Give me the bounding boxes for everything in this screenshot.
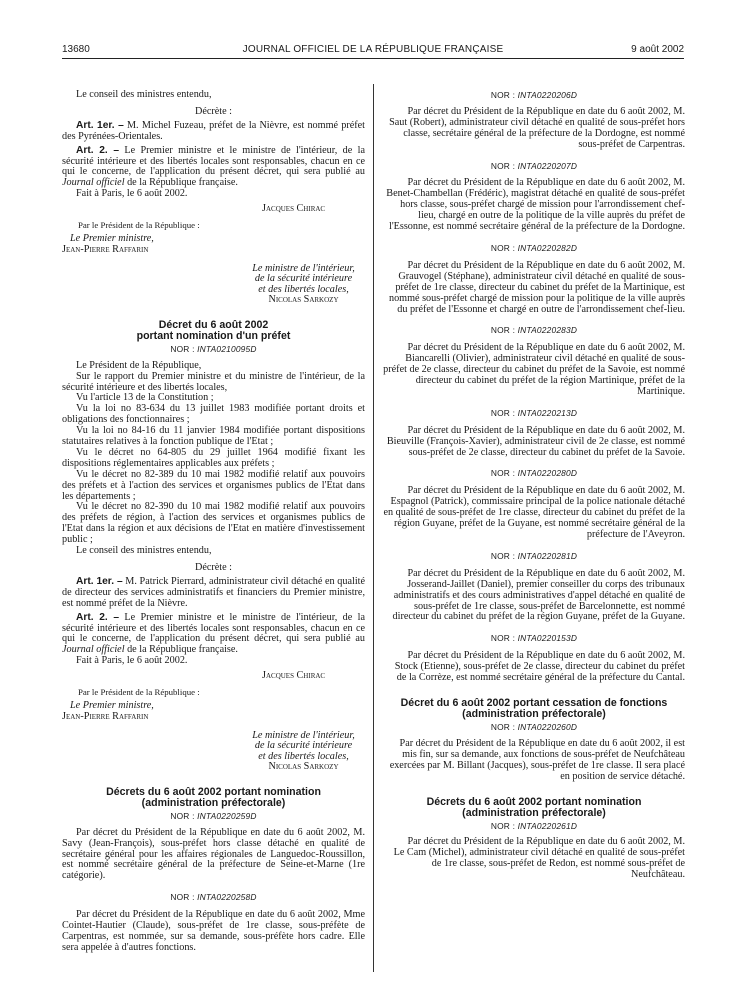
nor-code: INTA0220281D [517,550,578,561]
nor-reference [383,161,685,172]
decree-title [62,320,365,343]
minister-signature [242,731,365,773]
minister-signature [242,264,365,306]
fait-a-paris: Fait à Paris, le 6 août 2002. [76,655,188,667]
nor-prefix: NOR : [490,90,516,100]
nor-code: INTA0220206D [517,90,578,100]
nor-reference [62,344,365,355]
decree-paragraph: Par décret du Président de la République en date du 6 août 2002, M. Benet-Chambellan (Frédéric), magistrat détaché en qualité de sous-préfet hors classe, sous-préfet chargé de mission pour l'arrondissement chef-lieu, chargé en outre de la politique de la ville auprès du préfet de l'Essonne, est nommé secrétaire général de la préfecture de la Dordogne. [386,177,685,233]
article-text: Le Premier ministre et le ministre de l'intérieur, de la sécurité intérieure et des libertés locales sont responsables, chacun en ce qui le concerne, de l'application du présent décret, qui sera publié au [62,611,366,645]
nor-prefix: NOR : [490,407,516,418]
nor-reference [383,722,685,733]
decree-paragraph: Par décret du Président de la République en date du 6 août 2002, Mme Cointet-Hautier (Claude), sous-préfet de 1re classe, sous-préfète de Carpentras, est nommée, sur sa demande, sous-préfète hors cadre. Elle sera appelée à d'autres fonctions. [62,909,365,953]
decree-paragraph: Par décret du Président de la République en date du 6 août 2002, M. Grauvogel (Stéphane), administrateur civil détaché en qualité de sous-préfet de 1re classe, directeur du cabinet du préfet de la Martinique, est nommé sous-préfet chargé de mission pour la politique de la ville auprès du préfet de l'Essonne et chargé en outre de l'arrondissement chef-lieu. [388,259,685,315]
visa-line: Vu la loi no 83-634 du 13 juillet 1983 modifiée portant droits et obligations des fonctionnaires ; [62,403,365,426]
article-text-end: de la République française. [127,177,238,189]
journal-officiel-ref: Journal officiel [62,177,125,189]
page-header [62,44,684,59]
nor-code: INTA0210095D [197,343,257,354]
nor-prefix: NOR : [170,343,195,354]
decree-paragraph: Par décret du Président de la République en date du 6 août 2002, il est mis fin, sur sa demande, aux fonctions de sous-préfet de Neufchâteau exercées par M. Billant (Jacques), sous-préfet de 1re classe. Il sera placé en position de service détaché. [389,737,685,782]
nor-prefix: NOR : [490,468,516,479]
journal-title: JOURNAL OFFICIEL DE LA RÉPUBLIQUE FRANÇAISE [242,44,504,55]
nor-prefix: NOR : [490,242,516,253]
right-column [383,90,685,881]
issue-date: 9 août 2002 [631,44,684,55]
signer-president: Jacques Chirac [262,670,326,682]
decree-paragraph: Par décret du Président de la République en date du 6 août 2002, M. Le Cam (Michel), administrateur civil détaché en qualité de sous-préfet de 1re classe, sous-préfet de Redon, est nommé sous-préfet de Neufchâteau. [393,836,685,881]
nor-prefix: NOR : [490,633,516,644]
nor-prefix: NOR : [170,810,195,821]
article-text: Le Premier ministre et le ministre de l'intérieur, de la sécurité intérieure et des libertés locales sont responsables, chacun en ce qui le concerne, de l'application du présent décret, qui sera publié au [62,144,366,178]
visa-line: Le conseil des ministres entendu, [76,545,212,557]
nor-prefix: NOR : [490,550,516,561]
column-divider [373,84,374,972]
premier-ministre-label: Le Premier ministre, [70,699,154,711]
fait-a-paris: Fait à Paris, le 6 août 2002. [76,188,188,200]
conseil-entendu: Le conseil des ministres entendu, [76,89,212,100]
decree-paragraph: Par décret du Président de la République en date du 6 août 2002, M. Josserand-Jaillet (Daniel), premier conseiller du corps des tribunaux administratifs et des cours administratives d'appel détaché en qualité de sous-préfet de 1re classe, sous-préfet de Barcelonnette, est nommé directeur du cabinet du préfet de la région Guyane, préfet de la Guyane. [392,567,685,623]
article-text: M. Patrick Pierrard, administrateur civil détaché en qualité de directeur des services administratifs et financiers du Premier ministre, est nommé préfet de la Nièvre. [62,575,366,609]
nor-code: INTA0220282D [517,242,578,253]
decree-title-line: Décrets du 6 août 2002 portant nomination [106,785,321,798]
nor-prefix: NOR : [490,721,516,732]
nor-prefix: NOR : [490,325,516,336]
decrete-heading: Décrète : [194,562,233,573]
journal-officiel-ref: Journal officiel [62,644,125,656]
minister-title-line: de la sécurité intérieure [254,273,353,285]
decree-title [383,698,685,721]
decree-paragraph: Par décret du Président de la République en date du 6 août 2002, M. Bieuville (François-Xavier), administrateur civil de 2e classe, est nommé sous-préfet de 2e classe, directeur du cabinet du préfet de la Savoie. [386,424,685,458]
decree-title-line: Décret du 6 août 2002 [158,318,269,331]
nor-reference [383,408,685,419]
minister-title-line: Le ministre de l'intérieur, [252,262,355,274]
minister-title-line: Le ministre de l'intérieur, [252,729,355,741]
visa-line: Vu le décret no 82-390 du 10 mai 1982 modifié relatif aux pouvoirs des préfets de région, à l'action des services et organismes publics de l'Etat dans la région et aux décisions de l'Etat en matière d'investissement public ; [62,501,365,546]
premier-ministre-label: Le Premier ministre, [70,232,154,244]
nor-code: INTA0220258D [197,892,257,903]
visa-line: Vu le décret no 82-389 du 10 mai 1982 modifié relatif aux pouvoirs des préfets et à l'action des services et organismes publics de l'Etat dans les départements ; [62,468,365,502]
article-2 [62,613,365,657]
decree-title [383,797,685,820]
minister-title-line: et des libertés locales, [258,750,349,762]
nor-reference [383,243,685,254]
article-text: M. Michel Fuzeau, préfet de la Nièvre, est nommé préfet des Pyrénées-Orientales. [62,119,365,142]
nor-reference [62,811,365,822]
decree-title-line: (administration préfectorale) [462,708,606,721]
article-2 [62,146,365,190]
left-column [62,90,365,954]
nor-code: INTA0220213D [517,407,578,418]
nor-prefix: NOR : [490,160,516,171]
nor-code: INTA0220260D [517,721,578,732]
nor-code: INTA0220207D [517,160,578,171]
nor-reference [383,90,685,101]
decree-paragraph: Par décret du Président de la République en date du 6 août 2002, M. Stock (Etienne), sous-préfet de 2e classe, directeur du cabinet du préfet de la Corrèze, est nommé secrétaire général de la préfecture du Cantal. [394,650,685,684]
article-label: Art. 1er. – [76,575,123,587]
article-text-end: de la République française. [127,644,238,656]
minister-title-line: et des libertés locales, [258,283,349,295]
nor-code: INTA0220283D [517,325,578,336]
nor-reference [383,821,685,832]
article-1 [62,577,365,610]
visa-line: Le Président de la République, [76,359,202,371]
nor-prefix: NOR : [170,892,195,903]
decree-title-line: Décrets du 6 août 2002 portant nomination [426,795,642,808]
par-le-president: Par le Président de la République : [78,687,200,698]
article-1 [62,121,365,143]
decree-title-line: Décret du 6 août 2002 portant cessation de fonctions [400,696,668,709]
nor-code: INTA0220259D [197,810,257,821]
nor-reference [383,551,685,562]
article-label: Art. 2. – [76,611,119,623]
premier-ministre-name: Jean-Pierre Raffarin [62,243,149,255]
decree-paragraph: Par décret du Président de la République en date du 6 août 2002, M. Saut (Robert), administrateur civil détaché en qualité de sous-préfet hors classe, secrétaire général de la préfecture de la Dordogne, est nommé sous-préfet de Carpentras. [389,105,685,150]
signer-president: Jacques Chirac [262,203,326,215]
premier-ministre-name: Jean-Pierre Raffarin [62,710,149,722]
decree-paragraph: Par décret du Président de la République en date du 6 août 2002, M. Espagnol (Patrick), commissaire principal de la police nationale détaché en qualité de sous-préfet de 1re classe, directeur du cabinet du préfet de la région Guyane, préfet de la Guyane, est nommé secrétaire général de la préfecture de l'Aveyron. [383,485,685,540]
decree-title-line: portant nomination d'un préfet [136,330,291,343]
nor-reference [62,892,365,903]
decree-paragraph: Par décret du Président de la République en date du 6 août 2002, M. Biancarelli (Olivier), administrateur civil détaché en qualité de sous-préfet de 2e classe, directeur du cabinet du préfet de la Savoie, est nommé directeur du cabinet du préfet de la région Martinique, préfet de la Martinique. [383,342,685,397]
article-label: Art. 2. – [76,144,119,156]
nor-code: INTA0220280D [517,468,578,479]
decree-title [62,787,365,810]
nor-reference [383,468,685,479]
nor-code: INTA0220153D [517,633,578,644]
minister-name: Nicolas Sarkozy [268,294,339,306]
minister-title-line: de la sécurité intérieure [254,740,353,752]
visa-line: Vu la loi no 84-16 du 11 janvier 1984 modifiée portant dispositions statutaires relatives à la fonction publique de l'Etat ; [62,425,365,448]
decree-title-line: (administration préfectorale) [141,797,286,810]
nor-prefix: NOR : [490,820,516,831]
visa-line: Vu l'article 13 de la Constitution ; [76,392,214,404]
minister-name: Nicolas Sarkozy [268,761,339,773]
visa-line: Sur le rapport du Premier ministre et du ministre de l'intérieur, de la sécurité intérieure et des libertés locales, [62,370,365,393]
visa-line: Vu le décret no 64-805 du 29 juillet 1964 modifié fixant les dispositions réglementaires applicables aux préfets ; [62,446,365,469]
par-le-president: Par le Président de la République : [78,220,200,231]
article-label: Art. 1er. – [76,119,124,131]
nor-reference [383,325,685,336]
page-number: 13680 [62,44,90,55]
decrete-heading: Décrète : [194,105,233,117]
nor-code: INTA0220261D [517,820,578,831]
nor-reference [383,633,685,644]
decree-title-line: (administration préfectorale) [462,807,606,819]
decree-paragraph: Par décret du Président de la République en date du 6 août 2002, M. Savy (Jean-François), sous-préfet hors classe détaché en qualité de secrétaire général pour les affaires régionales de Languedoc-Roussillon, est nommé secrétaire général de la préfecture de Seine-et-Marne (1re catégorie). [62,826,365,882]
